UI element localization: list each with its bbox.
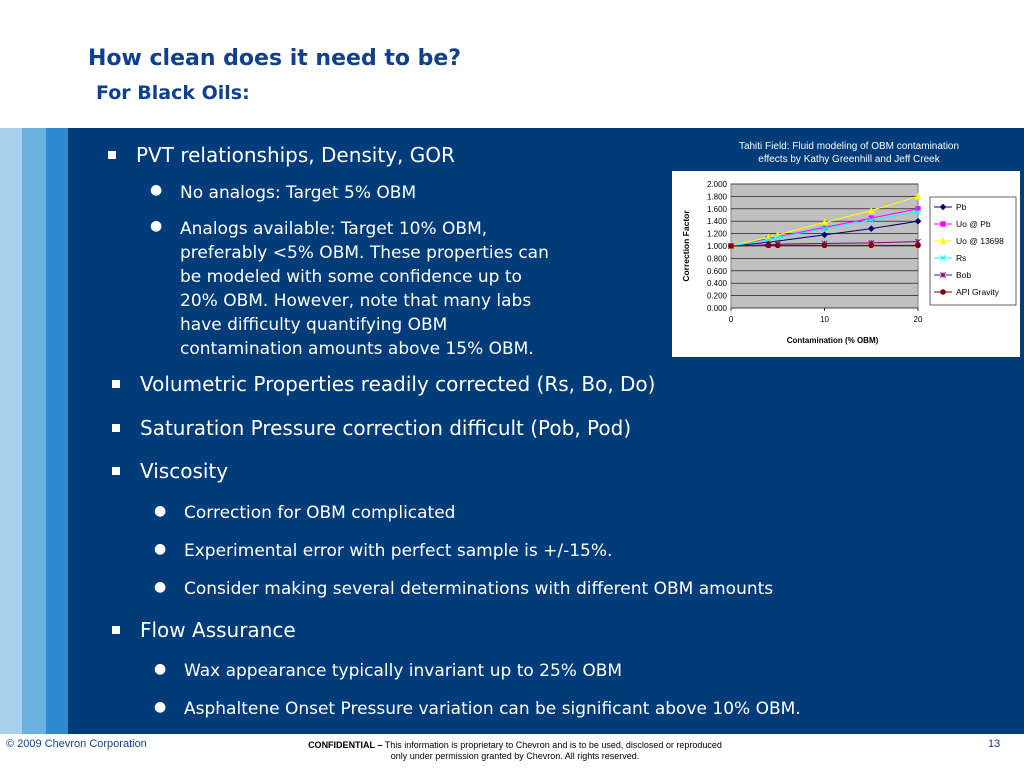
legend-label: Bob (956, 270, 972, 280)
sub-bullet-obm-correction: Correction for OBM complicated (184, 503, 456, 523)
x-tick-label: 0 (728, 315, 734, 324)
bullet-square (112, 380, 120, 388)
analogs-line: have difficulty quantifying OBM (180, 315, 448, 335)
bullet-square (112, 424, 120, 432)
x-tick-label: 20 (913, 315, 923, 324)
legend-label: Uo @ Pb (956, 219, 991, 229)
bullet-flow-assurance: Flow Assurance (140, 618, 296, 642)
confidential-line (260, 740, 770, 751)
stripe-2 (22, 128, 46, 734)
bullet-viscosity: Viscosity (140, 459, 229, 483)
copyright: © 2009 Chevron Corporation (6, 738, 147, 750)
bullet-dot: ● (154, 661, 167, 677)
stripe-3 (46, 128, 68, 734)
bullet-dot: ● (154, 541, 167, 557)
sub-bullet-no-analogs: No analogs: Target 5% OBM (180, 183, 417, 203)
chart-caption-line: Tahiti Field: Fluid modeling of OBM contamination (738, 141, 960, 152)
confidential-label: CONFIDENTIAL – (308, 740, 383, 750)
bullet-square (112, 467, 120, 475)
analogs-line: contamination amounts above 15% OBM. (180, 339, 534, 359)
data-point (941, 222, 945, 226)
sub-bullet-wax: Wax appearance typically invariant up to 25% OBM (184, 661, 623, 681)
data-point (869, 243, 874, 248)
bullet-dot: ● (154, 579, 167, 595)
bullet-saturation: Saturation Pressure correction difficult (Pob, Pod) (140, 416, 632, 440)
data-point (822, 243, 827, 248)
sub-bullet-asphaltene: Asphaltene Onset Pressure variation can be significant above 10% OBM. (184, 699, 801, 719)
slide-title: How clean does it need to be? (88, 46, 462, 71)
data-point (775, 243, 780, 248)
y-axis-label: Correction Factor (681, 210, 691, 282)
legend-label: API Gravity (956, 287, 999, 297)
y-tick-label: 0.200 (706, 291, 727, 301)
bullet-square (108, 151, 116, 159)
confidential-line: only under permission granted by Chevron. All rights reserved. (390, 751, 640, 761)
legend-label: Pb (956, 202, 967, 212)
confidential-text: This information is proprietary to Chevron and is to be used, disclosed or reproduced (382, 740, 722, 750)
y-tick-label: 2.000 (706, 180, 727, 189)
data-point (916, 243, 921, 248)
y-tick-label: 0.600 (706, 266, 727, 276)
analogs-line: Analogs available: Target 10% OBM, (180, 219, 488, 239)
analogs-line: preferably <5% OBM. These properties can (180, 243, 549, 263)
chart-container (672, 171, 1020, 357)
sub-bullet-analogs (180, 217, 549, 361)
data-point (766, 243, 771, 248)
bullet-volumetric: Volumetric Properties readily corrected (Rs, Bo, Do) (140, 372, 656, 396)
y-tick-label: 1.600 (706, 204, 727, 214)
x-axis-label: Contamination (% OBM) (786, 336, 879, 345)
y-tick-label: 0.400 (706, 279, 727, 289)
sub-bullet-experimental-error: Experimental error with perfect sample is +/-15%. (184, 541, 613, 561)
bullet-dot: ● (150, 182, 163, 198)
bullet-dot: ● (154, 503, 167, 519)
correction-factor-chart (672, 171, 1020, 357)
y-tick-label: 1.000 (706, 242, 727, 251)
sub-bullet-several-determinations: Consider making several determinations with different OBM amounts (184, 579, 774, 599)
bullet-square (112, 626, 120, 634)
data-point (941, 290, 946, 295)
y-tick-label: 1.400 (706, 217, 727, 227)
chart-caption (676, 140, 1022, 166)
y-tick-label: 0.000 (706, 304, 727, 313)
y-tick-label: 1.800 (706, 192, 727, 202)
legend-label: Uo @ 13698 (956, 236, 1004, 246)
analogs-line: be modeled with some confidence up to (180, 267, 522, 287)
page-number: 13 (988, 738, 1001, 750)
bullet-pvt: PVT relationships, Density, GOR (136, 143, 455, 167)
y-tick-label: 1.200 (706, 229, 727, 239)
analogs-line: 20% OBM. However, note that many labs (180, 291, 532, 311)
bullet-dot: ● (150, 218, 163, 234)
bullet-dot: ● (154, 699, 167, 715)
y-tick-label: 0.800 (706, 254, 727, 264)
slide-subtitle: For Black Oils: (96, 82, 250, 104)
data-point (729, 244, 734, 249)
x-tick-label: 10 (820, 315, 829, 324)
chart-caption-line: effects by Kathy Greenhill and Jeff Creek (758, 154, 940, 165)
footer (0, 734, 1024, 768)
legend-label: Rs (956, 253, 967, 263)
stripe-1 (0, 128, 22, 734)
confidential-notice (260, 740, 770, 762)
